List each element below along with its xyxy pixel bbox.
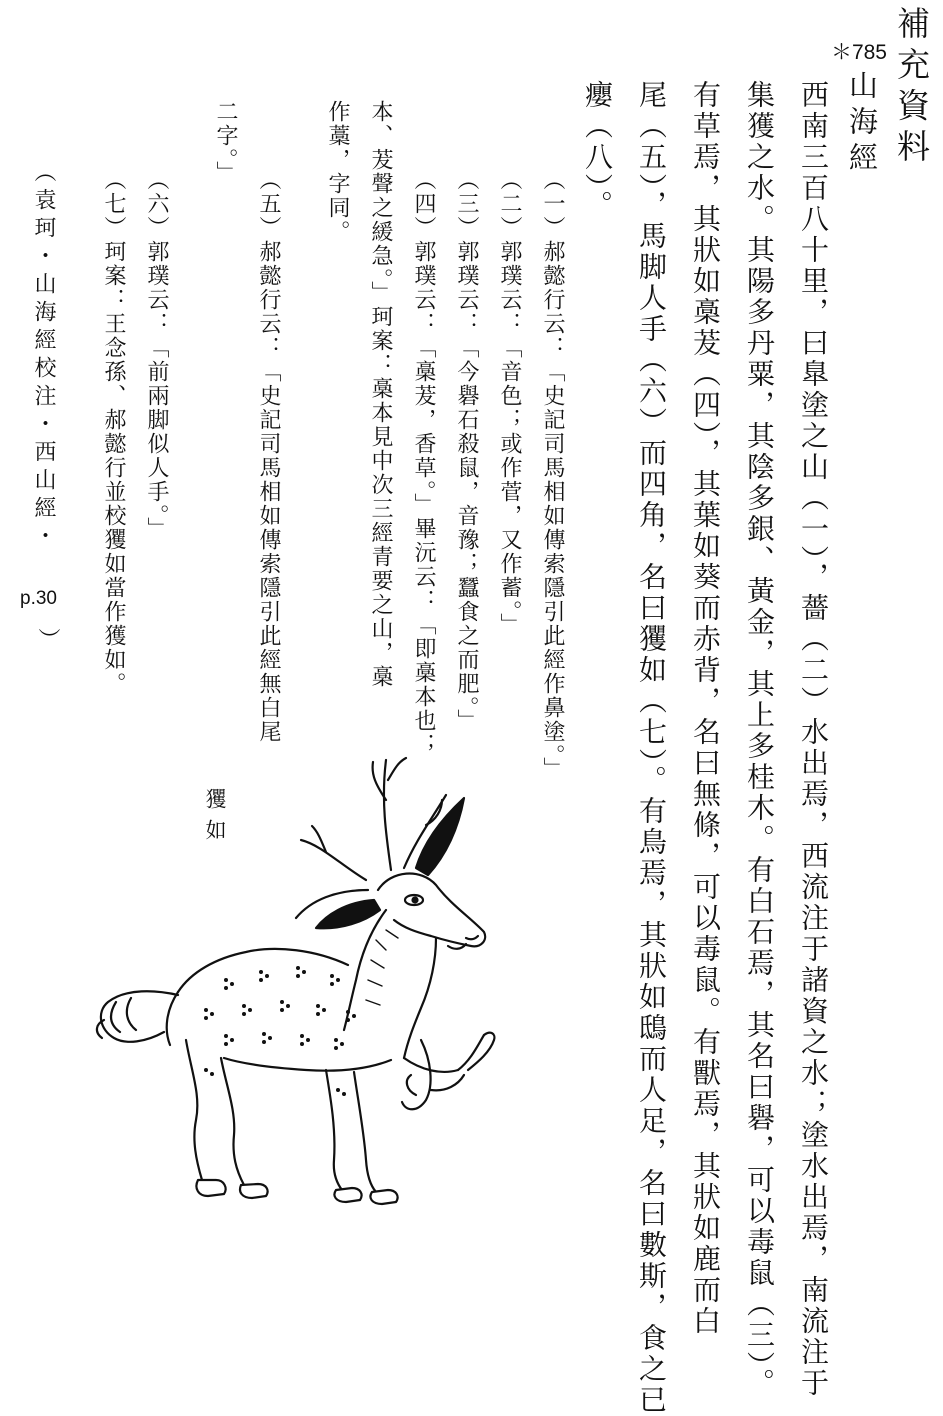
citation-text: （袁珂・山海經校注・西山經・: [31, 160, 56, 552]
jueru-beast-illustration: [86, 740, 506, 1210]
entry-number: ＊785: [830, 41, 887, 64]
source-title: 山海經: [845, 70, 879, 178]
illustration-caption: 玃如: [203, 788, 227, 850]
section-title: 補充資料: [892, 6, 931, 170]
note-line: 作藁，字同。: [325, 100, 350, 244]
note-line: （五）郝懿行云：「史記司馬相如傳索隱引此經無白尾: [256, 168, 281, 744]
note-line: （四）郭璞云：「槀茇，香草。」畢沅云：「即槀本也；: [411, 168, 436, 757]
note-line: 二字。」: [213, 100, 238, 185]
citation-page: p.30: [20, 588, 57, 609]
note-line: （一）郝懿行云：「史記司馬相如傳索隱引此經作鼻塗。」: [540, 168, 565, 781]
citation-close: ）: [35, 628, 60, 656]
note-line: （六）郭璞云：「前兩脚似人手。」: [144, 168, 169, 541]
main-text-line: 西南三百八十里，曰臯塗之山（一），薔（二）水出焉，西流注于諸資之水；塗水出焉，南流注于: [797, 80, 830, 1399]
note-line: 本、茇聲之緩急。」珂案：槀本見中次三經青要之山，槀: [368, 100, 393, 689]
main-text-line: 有草焉，其狀如槀茇（四），其葉如葵而赤背，名曰無條，可以毒鼠。有獸焉，其狀如鹿而白: [689, 80, 722, 1337]
note-line: （三）郭璞云：「今礜石殺鼠，音豫；蠶食之而肥。」: [454, 168, 479, 733]
main-text-line: 癭（八）。: [581, 80, 614, 221]
note-line: （二）郭璞云：「音色；或作菅，又作蓄。」: [497, 168, 522, 637]
main-text-line: 集獲之水。其陽多丹粟，其陰多銀、黃金，其上多桂木。有白石焉，其名曰礜，可以毒鼠（三）。: [743, 80, 776, 1399]
main-text-line: 尾（五），馬脚人手（六）而四角，名曰玃如（七）。有鳥焉，其狀如鴟而人足，名曰數斯，食之已: [635, 80, 668, 1416]
note-line: （七）珂案：王念孫、郝懿行並校玃如當作獲如。: [101, 168, 126, 696]
